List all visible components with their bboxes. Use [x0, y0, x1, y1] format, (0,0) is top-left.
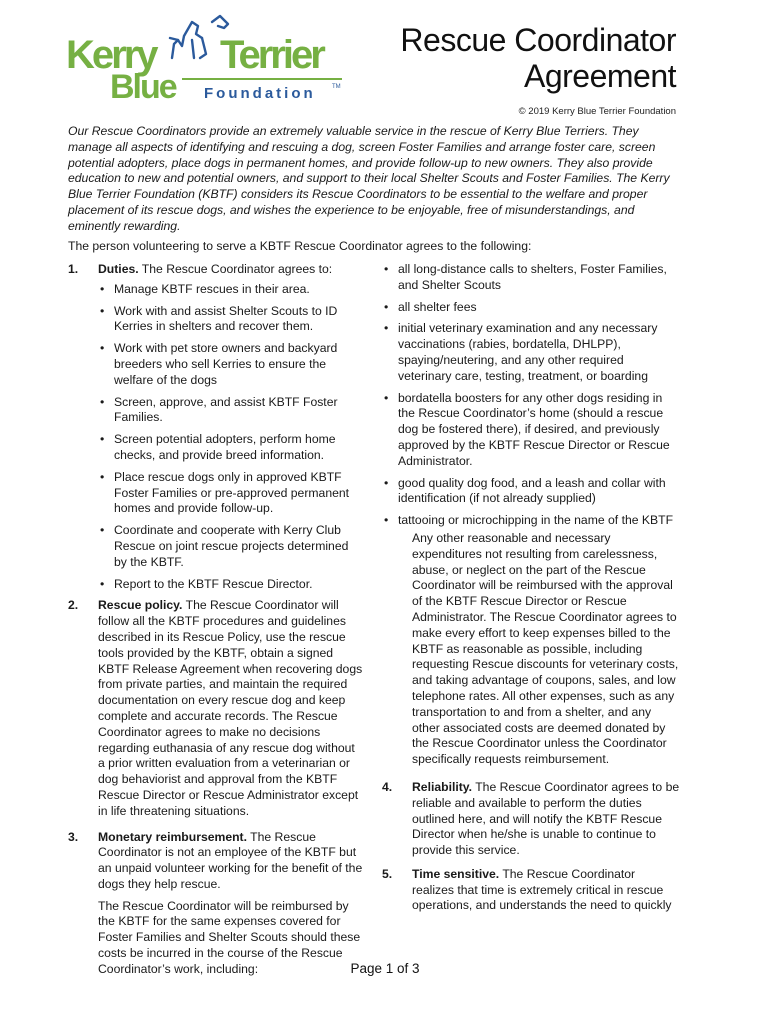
- lead-sentence: The person volunteering to serve a KBTF Rescue Coordinator agrees to the following:: [68, 239, 532, 253]
- list-item: • Place rescue dogs only in approved KBTF Foster Families or pre-approved permanent homes and provide follow-up.: [98, 470, 364, 517]
- document-title-line1: Rescue Coordinator: [400, 22, 676, 58]
- section-number: 1.: [68, 262, 79, 276]
- section-heading: Rescue policy.: [98, 598, 183, 613]
- list-item: • Work with pet store owners and backyard breeders who sell Kerries to ensure the welfare of the dogs: [98, 341, 364, 388]
- logo-word-terrier: Terrier: [220, 33, 323, 77]
- list-item: • Work with and assist Shelter Scouts to ID Kerries in shelters and recover them.: [98, 304, 364, 336]
- list-item: • all long-distance calls to shelters, Foster Families, and Shelter Scouts: [382, 262, 680, 294]
- section-monetary: [68, 830, 364, 978]
- section-text: The Rescue Coordinator will follow all the KBTF procedures and guidelines described in its Rescue Policy, use the rescue tools provided by the KBTF, obtain a signed KBTF Release Agreement when recovering dogs from private parties, and maintain the required documentation on every rescue dog and keep complete and accurate records. The Rescue Coordinator agrees to make no decisions regarding euthanasia of any rescue dog without a prior written evaluation from a veterinarian or dog behaviorist and approval from the KBTF Rescue Director or Rescue Administrator except in life threatening situations.: [98, 598, 363, 818]
- logo-word-blue: Blue: [110, 68, 176, 104]
- duties-list: [98, 282, 364, 593]
- section-heading: Monetary reimbursement.: [98, 829, 247, 844]
- section-heading: Reliability.: [412, 779, 473, 794]
- document-title-line2: Agreement: [523, 58, 676, 94]
- list-item: • Manage KBTF rescues in their area.: [98, 282, 364, 298]
- logo-word-foundation: Foundation: [204, 85, 316, 102]
- list-item: • good quality dog food, and a leash and collar with identification (if not already supplied): [382, 476, 680, 508]
- section-text: The Rescue Coordinator agrees to be reliable and available to perform the duties outlined here, and will notify the KBTF Rescue Director when he/she is unable to continue to provide this service.: [412, 779, 680, 858]
- logo-trademark: TM: [332, 84, 341, 90]
- section-number: 3.: [68, 829, 79, 844]
- section-number: 2.: [68, 598, 79, 613]
- copyright-notice: © 2019 Kerry Blue Terrier Foundation: [518, 106, 676, 117]
- section-duties: [68, 262, 364, 592]
- list-item: • bordatella boosters for any other dogs residing in the Rescue Coordinator’s home (should a rescue dog be fostered there), if desired, and previously approved by the KBTF Rescue Director or Rescue Administrator.: [382, 391, 680, 470]
- section-reliability: [382, 780, 680, 859]
- list-item: • tattooing or microchipping in the name of the KBTF: [382, 513, 680, 529]
- section-heading: Time sensitive.: [412, 866, 500, 881]
- list-item: • Screen, approve, and assist KBTF Foster Families.: [98, 395, 364, 427]
- section-rescue-policy: [68, 598, 364, 819]
- section-text: The Rescue Coordinator agrees to:: [138, 262, 333, 276]
- list-item: • Screen potential adopters, perform home checks, and provide breed information.: [98, 432, 364, 464]
- intro-paragraph: Our Rescue Coordinators provide an extremely valuable service in the rescue of Kerry Blue Terriers. They manage all aspects of identifying and rescuing a dog, screen Foster Families and arrange foster care, screen potential adopters, place dogs in permanent homes, and provide follow-up to new owners. They also provide education to new and potential owners, and support to their local Shelter Scouts and Foster Families. The Kerry Blue Terrier Foundation (KBTF) considers its Rescue Coordinators to be essential to the welfare and proper placement of its rescue dogs, and wishes the experience to be enjoyable, free of misunderstandings, and eminently rewarding.: [68, 124, 670, 233]
- logo-word-kerry: Kerry: [66, 33, 156, 77]
- left-column: [68, 262, 364, 978]
- list-item: • all shelter fees: [382, 300, 680, 316]
- expenses-list: [382, 262, 680, 529]
- section-time-sensitive: [382, 867, 680, 914]
- right-column: [382, 262, 680, 914]
- list-item: • Report to the KBTF Rescue Director.: [98, 577, 364, 593]
- section-number: 5.: [382, 866, 393, 881]
- other-expenses-paragraph: Any other reasonable and necessary expenditures not resulting from carelessness, abuse, or neglect on the part of the Rescue Coordinator will be reimbursed with the approval of the KBTF Rescue Director or Rescue Administrator. The Rescue Coordinator agrees to make every effort to keep expenses billed to the KBTF as reasonable as possible, including requesting Rescue discounts for veterinary costs, and taking advantage of coupons, sales, and low telephone rates. All other expenses, such as any transportation to and from a shelter, and any other associated costs are deemed donated by the Rescue Coordinator unless the Coordinator specifically requests reimbursement.: [412, 530, 679, 767]
- list-item: • initial veterinary examination and any necessary vaccinations (rabies, bordatella, DHLPP), spaying/neutering, and any other required veterinary care, testing, treatment, or boarding: [382, 321, 680, 384]
- list-item: • Coordinate and cooperate with Kerry Club Rescue on joint rescue projects determined by the KBTF.: [98, 523, 364, 570]
- page-number: Page 1 of 3: [350, 961, 420, 976]
- section-text-continued: The Rescue Coordinator will be reimbursed by the KBTF for the same expenses covered for Foster Families and Shelter Scouts should these costs be incurred in the course of the Rescue Coordinator’s work, including:: [98, 898, 361, 976]
- section-text: The Rescue Coordinator realizes that time is extremely critical in rescue operations, and understands the need to quickly: [412, 866, 672, 913]
- section-text: The Rescue Coordinator is not an employee of the KBTF but an unpaid volunteer working for the benefit of the dogs they help rescue.: [98, 829, 363, 891]
- title-block: [400, 22, 676, 117]
- section-number: 4.: [382, 779, 393, 794]
- kbtf-logo: [64, 14, 354, 104]
- section-heading: Duties.: [98, 262, 139, 276]
